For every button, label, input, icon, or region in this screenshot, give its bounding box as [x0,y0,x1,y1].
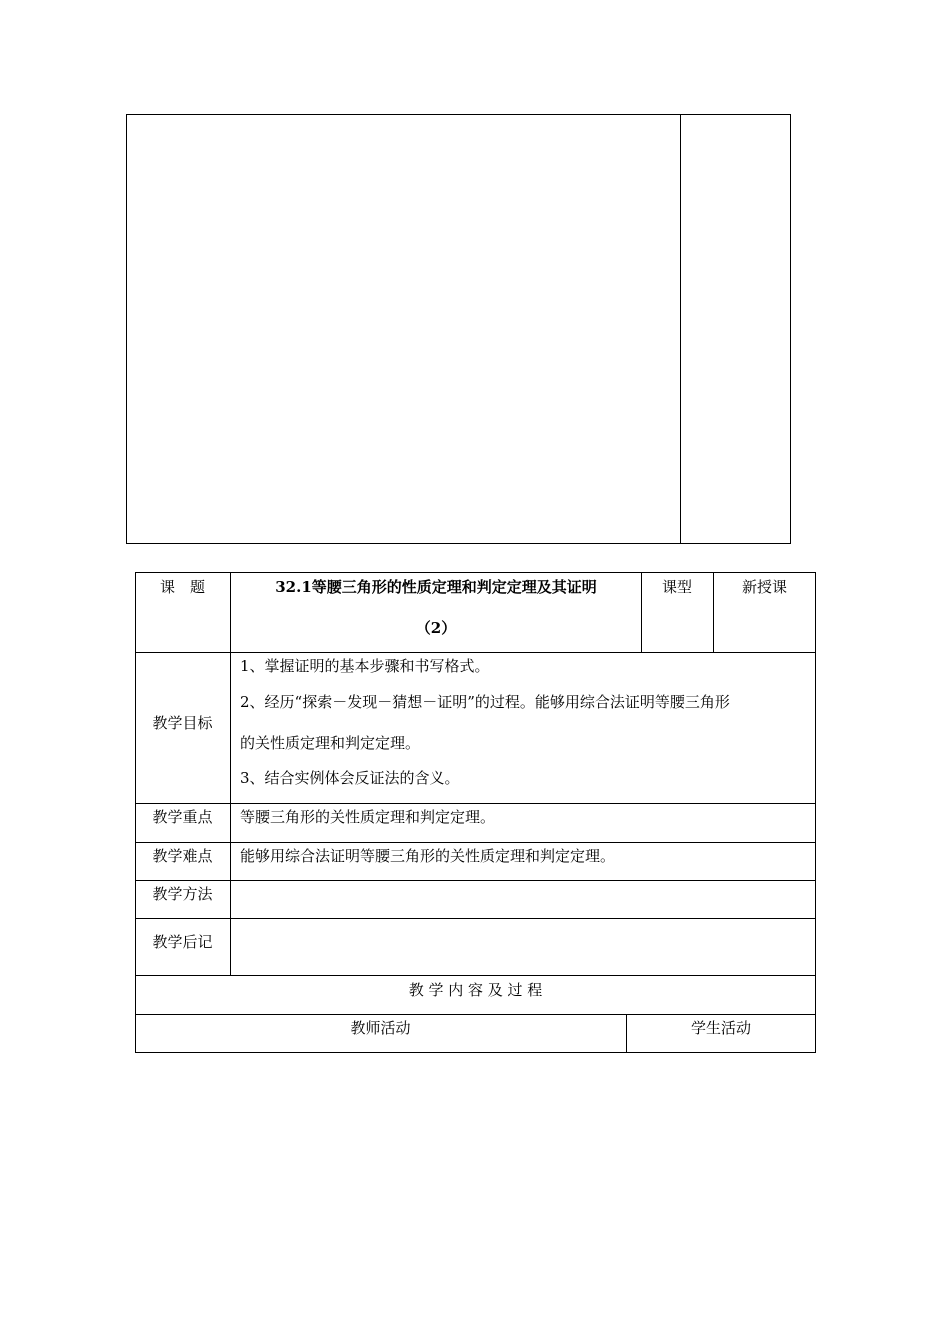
topic-title: 32.1等腰三角形的性质定理和判定定理及其证明 [275,578,597,596]
row-divider [135,918,816,919]
difficulties-value: 能够用综合法证明等腰三角形的关性质定理和判定定理。 [240,847,616,865]
objective-item: 2、经历“探索－发现－猜想－证明”的过程。能够用综合法证明等腰三角形 [240,693,730,711]
topic-title-part: （2） [415,619,457,637]
objective-item: 1、掌握证明的基本步骤和书写格式。 [240,657,490,675]
row-divider [135,803,816,804]
objective-item: 3、结合实例体会反证法的含义。 [240,769,460,787]
lesson-type-value: 新授课 [741,578,787,596]
topic-label: 课 题 [159,578,205,596]
row-divider [135,975,816,976]
teacher-activity-header: 教师活动 [350,1019,411,1037]
difficulties-label: 教学难点 [152,847,213,865]
student-activity-header: 学生活动 [690,1019,751,1037]
row-divider [135,652,816,653]
objective-item-continued: 的关性质定理和判定定理。 [240,734,421,752]
objectives-label: 教学目标 [152,714,213,732]
method-label: 教学方法 [152,885,213,903]
process-header: 教 学 内 容 及 过 程 [408,981,543,999]
lesson-type-label: 课型 [661,578,692,596]
row-divider [135,1014,816,1015]
top-blank-table [126,114,791,544]
key-points-label: 教学重点 [152,808,213,826]
key-points-value: 等腰三角形的关性质定理和判定定理。 [240,808,496,826]
row-divider [135,880,816,881]
top-table-divider [680,114,681,544]
notes-label: 教学后记 [152,933,213,951]
row-divider [135,842,816,843]
